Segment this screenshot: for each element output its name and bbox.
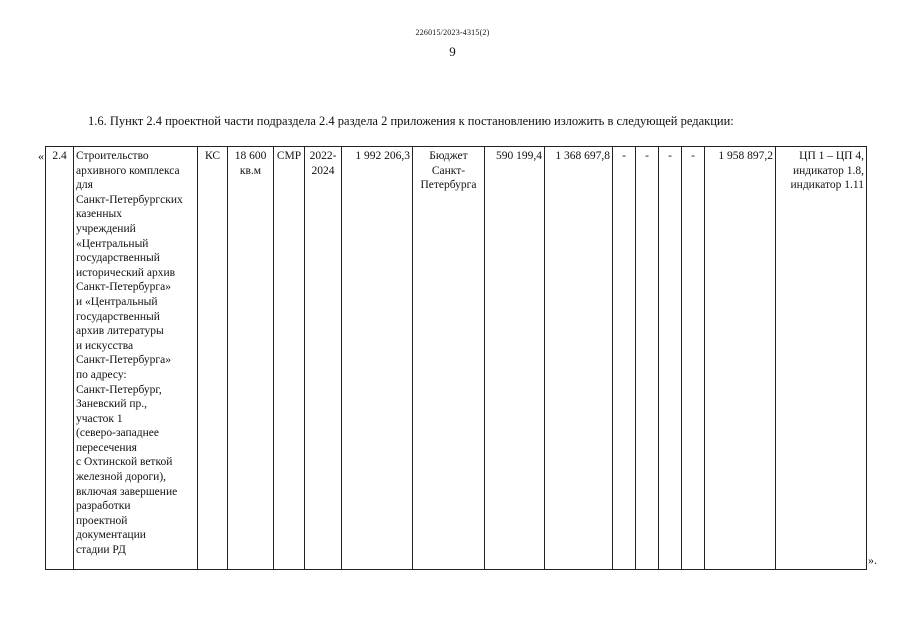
funding-sum: 1 958 897,2 [705, 147, 776, 570]
target-indicators: ЦП 1 – ЦП 4, индикатор 1.8, индикатор 1.11 [776, 147, 867, 570]
table-row [46, 147, 867, 570]
funding-source: Бюджет Санкт- Петербурга [413, 147, 485, 570]
object-name: Строительство архивного комплекса для Санкт-Петербургских казенных учреждений «Центральный государственный исторический архив Санкт-Петербурга» и «Центральный государственный архив литературы и искусства Санкт-Петербурга» по адресу: Санкт-Петербург, Заневский пр., участок 1 (северо-западнее пересечения с Охтинской веткой железной дороги), включая завершение разработки проектной документации стадии РД [74, 147, 198, 570]
page-number: 9 [449, 44, 456, 59]
object-capacity: 18 600 кв.м [228, 147, 274, 570]
funding-2023: 1 368 697,8 [545, 147, 613, 570]
total-cost: 1 992 206,3 [342, 147, 413, 570]
row-number: 2.4 [46, 147, 74, 570]
implementation-period: 2022- 2024 [305, 147, 342, 570]
amendment-instruction: 1.6. Пункт 2.4 проектной части подраздела 2.4 раздела 2 приложения к постановлению изложить в следующей редакции: [88, 114, 734, 128]
work-stage: СМР [274, 147, 305, 570]
amendment-table [45, 146, 867, 570]
opening-quote: « [38, 149, 44, 163]
funding-dash: - [659, 147, 682, 570]
funding-dash: - [682, 147, 705, 570]
object-type: КС [198, 147, 228, 570]
funding-dash: - [613, 147, 636, 570]
closing-quote: ». [868, 553, 877, 567]
document-registration-number: 226015/2023-4315(2) [415, 28, 490, 37]
funding-dash: - [636, 147, 659, 570]
funding-spent: 590 199,4 [485, 147, 545, 570]
